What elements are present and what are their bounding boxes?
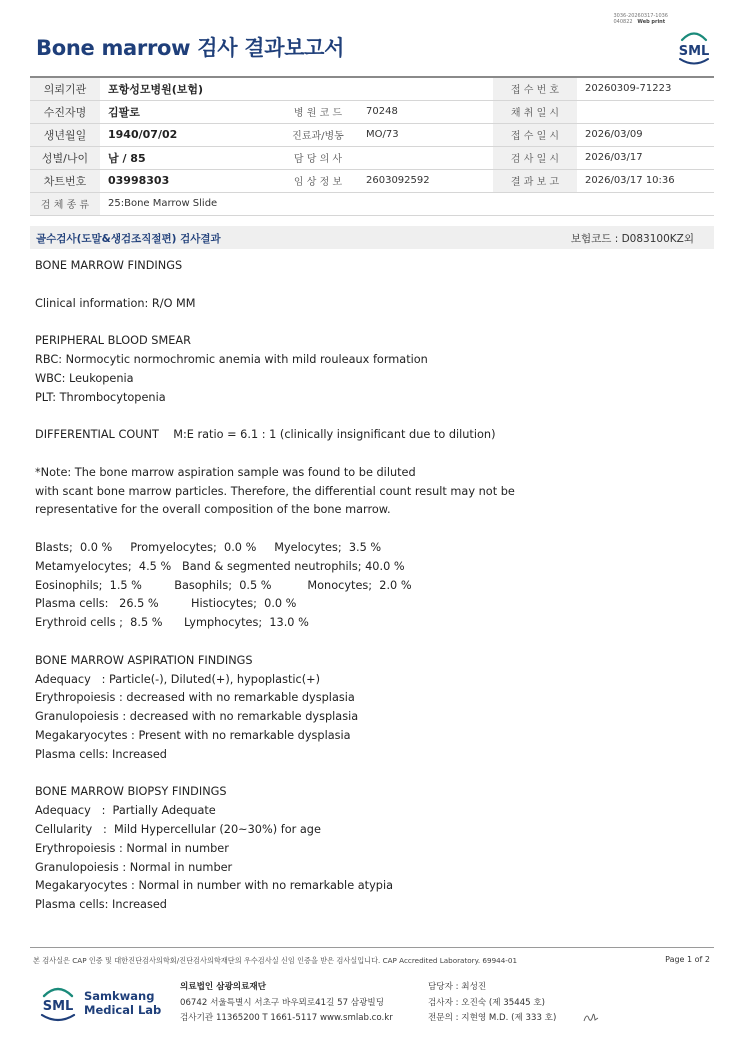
specimen-value: 25:Bone Marrow Slide	[100, 192, 714, 215]
signature-icon	[582, 1010, 600, 1024]
footer-staff	[428, 980, 556, 1027]
report-line: BONE MARROW FINDINGS	[35, 259, 183, 272]
report-line: with scant bone marrow particles. Therefore, the differential count result may not be	[35, 484, 515, 498]
info-value: 2026/03/17	[577, 146, 714, 169]
report-line: Plasma cells: Increased	[35, 747, 167, 761]
report-line: Erythropoiesis : decreased with no remarkable dysplasia	[35, 691, 355, 705]
insurance-code: 보험코드 : D083100KZ외	[570, 233, 694, 245]
info-label: 수진자명	[30, 100, 100, 123]
info-label: 병 원 코 드	[278, 100, 358, 123]
info-label: 생년월일	[30, 123, 100, 146]
report-line: PLT: Thrombocytopenia	[35, 390, 166, 404]
accreditation-note: 본 검사실은 CAP 인증 및 대한진단검사의학회/진단검사의학재단의 우수검사실 신임 인증을 받은 검사실입니다. CAP Accredited Laboratory. 69944-01	[33, 956, 518, 965]
specimen-label: 검 체 종 류	[30, 192, 100, 215]
report-line: BONE MARROW BIOPSY FINDINGS	[35, 785, 227, 799]
report-line	[35, 520, 715, 539]
brand-line1: Samkwang	[84, 989, 155, 1003]
report-line	[35, 407, 715, 426]
report-line: Clinical information: R/O MM	[35, 296, 196, 310]
report-line: RBC: Normocytic normochromic anemia with mild rouleaux formation	[35, 352, 428, 366]
report-line: Plasma cells: Increased	[35, 898, 167, 912]
sml-logo-icon	[672, 26, 716, 66]
info-row	[30, 100, 714, 123]
staff-manager: 담당자 : 최성진	[428, 982, 487, 992]
info-label	[278, 77, 358, 100]
info-value	[577, 100, 714, 123]
footer-divider	[30, 947, 714, 948]
report-line: Granulopoiesis : Normal in number	[35, 860, 233, 874]
info-label: 접 수 번 호	[493, 77, 577, 100]
staff-tester: 검사자 : 오진숙 (제 35445 호)	[428, 997, 546, 1008]
report-line: *Note: The bone marrow aspiration sample was found to be diluted	[35, 465, 416, 479]
section-title: 골수검사(도말&생검조직절편) 검사결과	[36, 233, 221, 245]
top-code	[613, 13, 668, 25]
info-row	[30, 123, 714, 146]
report-line: Megakaryocytes : Present with no remarkable dysplasia	[35, 728, 351, 742]
report-line: Megakaryocytes : Normal in number with no remarkable atypia	[35, 879, 394, 893]
svg-text:SML: SML	[42, 999, 74, 1014]
web-print-tag: Web print	[637, 19, 666, 25]
info-value: 김팔로	[100, 100, 278, 123]
org-name: 의료법인 삼광의료재단	[180, 982, 267, 992]
top-code-line2: 040822	[613, 19, 633, 25]
info-row	[30, 146, 714, 169]
report-line: Granulopoiesis : decreased with no remarkable dysplasia	[35, 710, 359, 724]
info-label: 성별/나이	[30, 146, 100, 169]
top-code-line1: 3036-20260317-1036	[613, 13, 668, 19]
report-line: BONE MARROW ASPIRATION FINDINGS	[35, 653, 253, 667]
info-label: 결 과 보 고	[493, 169, 577, 192]
report-line: Plasma cells: 26.5 % Histiocytes; 0.0 %	[35, 597, 297, 611]
report-line: Eosinophils; 1.5 % Basophils; 0.5 % Monocytes; 2.0 %	[35, 578, 412, 592]
sml-footer-logo-icon	[38, 980, 78, 1024]
address-line: 06742 서울특별시 서초구 바우뫼로41길 57 삼광빌딩	[180, 997, 384, 1008]
report-line: WBC: Leukopenia	[35, 371, 134, 385]
info-value: 2026/03/17 10:36	[577, 169, 714, 192]
specimen-row	[30, 192, 714, 215]
report-line: Adequacy : Particle(-), Diluted(+), hypoplastic(+)	[35, 672, 321, 686]
info-row	[30, 77, 714, 100]
report-line	[35, 633, 715, 652]
info-label: 진료과/병동	[278, 123, 358, 146]
report-line	[35, 765, 715, 784]
svg-text:SML: SML	[678, 44, 710, 59]
info-label: 채 취 일 시	[493, 100, 577, 123]
page-number: Page 1 of 2	[665, 955, 710, 964]
report-line: representative for the overall composition of the bone marrow.	[35, 503, 391, 517]
info-label: 임 상 정 보	[278, 169, 358, 192]
report-line: Adequacy : Partially Adequate	[35, 804, 216, 818]
info-value: 20260309-71223	[577, 77, 714, 100]
section-header	[30, 226, 714, 249]
info-value: 70248	[358, 100, 493, 123]
info-value: 2603092592	[358, 169, 493, 192]
info-value	[358, 146, 493, 169]
info-label: 차트번호	[30, 169, 100, 192]
report-body	[35, 257, 715, 915]
patient-info-table	[30, 76, 714, 216]
report-line: Cellularity : Mild Hypercellular (20~30%) for age	[35, 822, 321, 836]
report-line: Erythropoiesis : Normal in number	[35, 841, 229, 855]
info-value: 2026/03/09	[577, 123, 714, 146]
report-line	[35, 445, 715, 464]
brand-line2: Medical Lab	[84, 1003, 162, 1017]
info-label: 접 수 일 시	[493, 123, 577, 146]
info-label: 의뢰기관	[30, 77, 100, 100]
report-line	[35, 313, 715, 332]
report-line: DIFFERENTIAL COUNT M:E ratio = 6.1 : 1 (clinically insignificant due to dilution)	[35, 428, 496, 442]
info-value: 1940/07/02	[100, 123, 278, 146]
report-line: Blasts; 0.0 % Promyelocytes; 0.0 % Myelocytes; 3.5 %	[35, 540, 382, 554]
info-label: 담 당 의 사	[278, 146, 358, 169]
info-value: MO/73	[358, 123, 493, 146]
report-line: Erythroid cells ; 8.5 % Lymphocytes; 13.0 %	[35, 616, 309, 630]
footer-brand	[84, 989, 161, 1017]
staff-specialist: 전문의 : 지현영 M.D. (제 333 호)	[428, 1013, 557, 1023]
info-label: 검 사 일 시	[493, 146, 577, 169]
info-value: 03998303	[100, 169, 278, 192]
report-line	[35, 276, 715, 295]
report-line: Metamyelocytes; 4.5 % Band & segmented neutrophils; 40.0 %	[35, 559, 405, 573]
info-row	[30, 169, 714, 192]
report-title: Bone marrow 검사 결과보고서	[36, 36, 345, 60]
contact-line: 검사기관 11365200 T 1661-5117 www.smlab.co.kr	[180, 1013, 393, 1023]
info-value: 남 / 85	[100, 146, 278, 169]
footer-address	[180, 980, 393, 1027]
info-value	[358, 77, 493, 100]
report-line: PERIPHERAL BLOOD SMEAR	[35, 334, 191, 348]
info-value: 포항성모병원(보험)	[100, 77, 278, 100]
